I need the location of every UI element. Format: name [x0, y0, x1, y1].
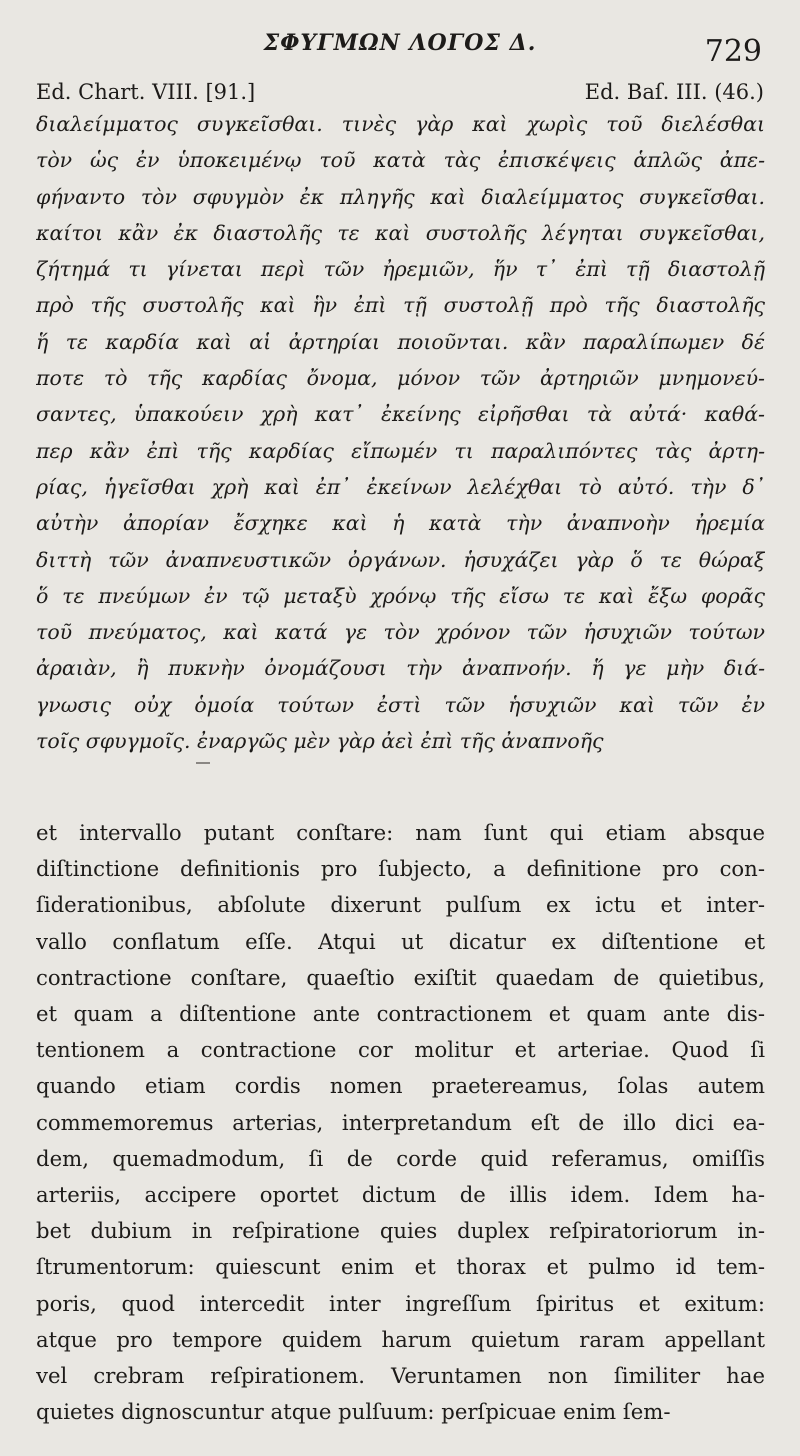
latin-text-line: commemoremus arterias, interpretandum eſt de illo dici ea- — [36, 1109, 765, 1135]
greek-text-line: ὅ τε πνεύμων ἐν τῷ μεταξὺ χρόνῳ τῆς εἴσω τε καὶ ἔξω φορᾶς — [36, 583, 765, 608]
greek-text-line: φήναντο τὸν σφυγμὸν ἐκ πληγῆς καὶ διαλείμματος συγκεῖσθαι. — [36, 184, 765, 209]
latin-text-line: et quam a diſtentione ante contractionem et quam ante dis- — [36, 1001, 765, 1027]
greek-text-line: τοῖς σφυγμοῖς. ἐναργῶς μὲν γὰρ ἀεὶ ἐπὶ τῆς ἀναπνοῆς — [36, 729, 604, 754]
latin-text-line: vel crebram reſpirationem. Veruntamen non ſimiliter hae — [36, 1363, 765, 1389]
latin-text-line: vallo conflatum eſſe. Atqui ut dicatur ex diſtentione et — [36, 928, 765, 954]
edition-basel-reference: Ed. Baſ. III. (46.) — [584, 80, 764, 104]
edition-reference-line — [36, 80, 764, 104]
latin-text-line: dem, quemadmodum, ſi de corde quid referamus, omiſſis — [36, 1145, 765, 1171]
greek-text-line: γνωσις οὐχ ὁμοία τούτων ἐστὶ τῶν ἡσυχιῶν καὶ τῶν ἐν — [36, 692, 765, 717]
greek-text-line: ποτε τὸ τῆς καρδίας ὄνομα, μόνον τῶν ἀρτηριῶν μνημονεύ- — [36, 366, 765, 391]
latin-text-line: quietes dignoscuntur atque pulſuum: perſpicuae enim ſem- — [36, 1399, 671, 1425]
latin-text-line: quando etiam cordis nomen praetereamus, ſolas autem — [36, 1073, 765, 1099]
greek-text-line: ἥ τε καρδία καὶ αἱ ἀρτηρίαι ποιοῦνται. κἂν παραλίπωμεν δέ — [36, 329, 765, 354]
greek-text-line: τοῦ πνεύματος, καὶ κατά γε τὸν χρόνον τῶν ἡσυχιῶν τούτων — [36, 620, 765, 645]
greek-text-line: διττὴ τῶν ἀναπνευστικῶν ὀργάνων. ἡσυχάζει γὰρ ὅ τε θώραξ — [36, 547, 765, 572]
latin-text-line: et intervallo putant conſtare: nam ſunt qui etiam absque — [36, 820, 765, 845]
greek-text-line: τὸν ὡς ἐν ὑποκειμένῳ τοῦ κατὰ τὰς ἐπισκέψεις ἁπλῶς ἀπε- — [36, 148, 765, 173]
greek-text-line: πρὸ τῆς συστολῆς καὶ ἣν ἐπὶ τῇ συστολῇ πρὸ τῆς διαστολῆς — [36, 293, 765, 318]
greek-text-line: περ κἂν ἐπὶ τῆς καρδίας εἴπωμέν τι παραλιπόντες τὰς ἀρτη- — [36, 438, 765, 463]
latin-text-line: poris, quod intercedit inter ingreſſum ſpiritus et exitum: — [36, 1290, 765, 1316]
latin-text-line: arteriis, accipere oportet dictum de illis idem. Idem ha- — [36, 1182, 765, 1208]
greek-text-line: σαντες, ὑπακούειν χρὴ κατ᾽ ἐκείνης εἰρῆσθαι τὰ αὐτά· καθά- — [36, 402, 765, 427]
greek-text-line: διαλείμματος συγκεῖσθαι. τινὲς γὰρ καὶ χωρὶς τοῦ διελέσθαι — [36, 112, 765, 136]
greek-text-line: αὐτὴν ἀπορίαν ἔσχηκε καὶ ἡ κατὰ τὴν ἀναπνοὴν ἠρεμία — [36, 511, 765, 536]
page-number: 729 — [704, 34, 762, 69]
latin-text-line: contractione conſtare, quaeſtio exiſtit quaedam de quietibus, — [36, 964, 765, 990]
greek-text-line: καίτοι κἂν ἐκ διαστολῆς τε καὶ συστολῆς λέγηται συγκεῖσθαι, — [36, 220, 765, 245]
latin-text-line: atque pro tempore quidem harum quietum raram appellant — [36, 1326, 765, 1352]
latin-text-line: diſtinctione definitionis pro ſubjecto, a definitione pro con- — [36, 856, 765, 882]
latin-text-block — [36, 815, 765, 1430]
greek-text-line: ζήτημά τι γίνεται περὶ τῶν ἠρεμιῶν, ἥν τ᾽ ἐπὶ τῇ διαστολῇ — [36, 257, 765, 282]
edition-chart-reference: Ed. Chart. VIII. [91.] — [36, 80, 256, 104]
latin-text-line: ſiderationibus, abſolute dixerunt pulſum ex ictu et inter- — [36, 892, 765, 918]
latin-text-line: tentionem a contractione cor molitur et arteriae. Quod ſi — [36, 1037, 765, 1063]
running-title: ΣΦΥΓΜΩΝ ΛΟΓΟΣ Δ. — [263, 30, 537, 56]
latin-text-line: ſtrumentorum: quiescunt enim et thorax et pulmo id tem- — [36, 1254, 765, 1280]
greek-text-line: ἀραιὰν, ἢ πυκνὴν ὀνομάζουσι τὴν ἀναπνοήν. ἥ γε μὴν διά- — [36, 656, 765, 681]
greek-text-block — [36, 106, 765, 759]
separator-mark — [196, 762, 210, 764]
latin-text-line: bet dubium in reſpiratione quies duplex reſpiratoriorum in- — [36, 1218, 765, 1244]
greek-text-line: ρίας, ἡγεῖσθαι χρὴ καὶ ἐπ᾽ ἐκείνων λελέχθαι τὸ αὐτό. τὴν δ᾽ — [36, 474, 765, 499]
